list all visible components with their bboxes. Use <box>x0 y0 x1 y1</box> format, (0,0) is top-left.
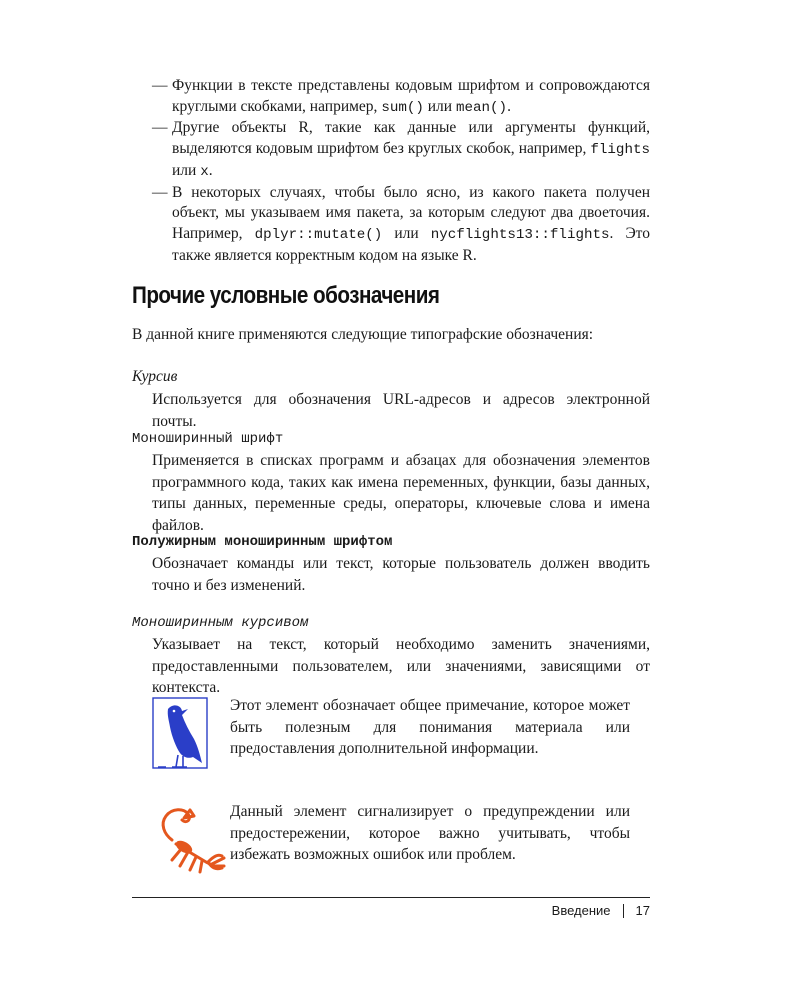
note-text: Этот элемент обозначает общее примечание, которое может быть полезным для понимания материала или предоставления дополнительной информации. <box>230 697 630 757</box>
warning-text: Данный элемент сигнализирует о предупреждении или предостережении, которое важно учитывать, чтобы избежать возможных ошибок или проблем. <box>230 803 630 863</box>
section-intro: В данной книге применяются следующие типографские обозначения: <box>132 326 594 343</box>
footer-divider <box>132 897 650 898</box>
definition-monospace: Применяется в списках программ и абзацах для обозначения элементов программного кода, таких как имена переменных, функции, базы данных, типы данных, переменные среды, операторы, ключевые слова и имена файлов. <box>152 452 650 534</box>
code-dplyr-mutate: dplyr::mutate() <box>254 226 383 243</box>
footer-separator <box>623 904 624 918</box>
definition-italic: Используется для обозначения URL-адресов и адресов электронной почты. <box>152 391 650 430</box>
bullet-dash: — <box>152 183 168 201</box>
bullet-item-packages: — В некоторых случаях, чтобы было ясно, из какого пакета получен объект, мы указываем имя пакета, за которым следуют два двоеточия. Например, dplyr::mutate() или nycflights13::flights. Это также является корректным кодом на языке R. <box>152 183 650 264</box>
code-mean: mean() <box>455 99 508 116</box>
scorpion-warning-icon <box>152 800 228 876</box>
code-flights: flights <box>590 142 650 159</box>
bird-note-icon <box>152 697 208 773</box>
term-bold-monospace: Полужирным моноширинным шрифтом <box>132 534 393 550</box>
code-x: x <box>200 163 209 180</box>
bullet-list <box>152 76 650 266</box>
code-nycflights13: nycflights13::flights <box>430 226 610 243</box>
section-heading: Прочие условные обозначения <box>132 282 440 309</box>
definition-bold-monospace: Обозначает команды или текст, которые пользователь должен вводить точно и без изменений. <box>152 555 650 594</box>
footer-chapter: Введение <box>551 903 611 918</box>
term-italic: Курсив <box>132 368 178 385</box>
bullet-dash: — <box>152 77 168 94</box>
bullet-dash: — <box>152 119 168 137</box>
term-italic-monospace: Моноширинным курсивом <box>132 615 309 631</box>
page-number: 17 <box>635 903 650 918</box>
page-footer <box>552 903 650 918</box>
definition-italic-monospace: Указывает на текст, который необходимо заменить значениями, предоставленными пользователем, или значениями, зависящими от контекста. <box>152 636 650 696</box>
code-sum: sum() <box>381 99 424 116</box>
term-monospace: Моноширинный шрифт <box>132 431 284 447</box>
bullet-item-objects: — Другие объекты R, такие как данные или аргументы функций, выделяются кодовым шрифтом без круглых скобок, например, flights или x. <box>152 119 650 180</box>
bullet-item-functions: — Функции в тексте представлены кодовым шрифтом и сопровождаются круглыми скобками, например, sum() или mean(). <box>152 77 650 116</box>
